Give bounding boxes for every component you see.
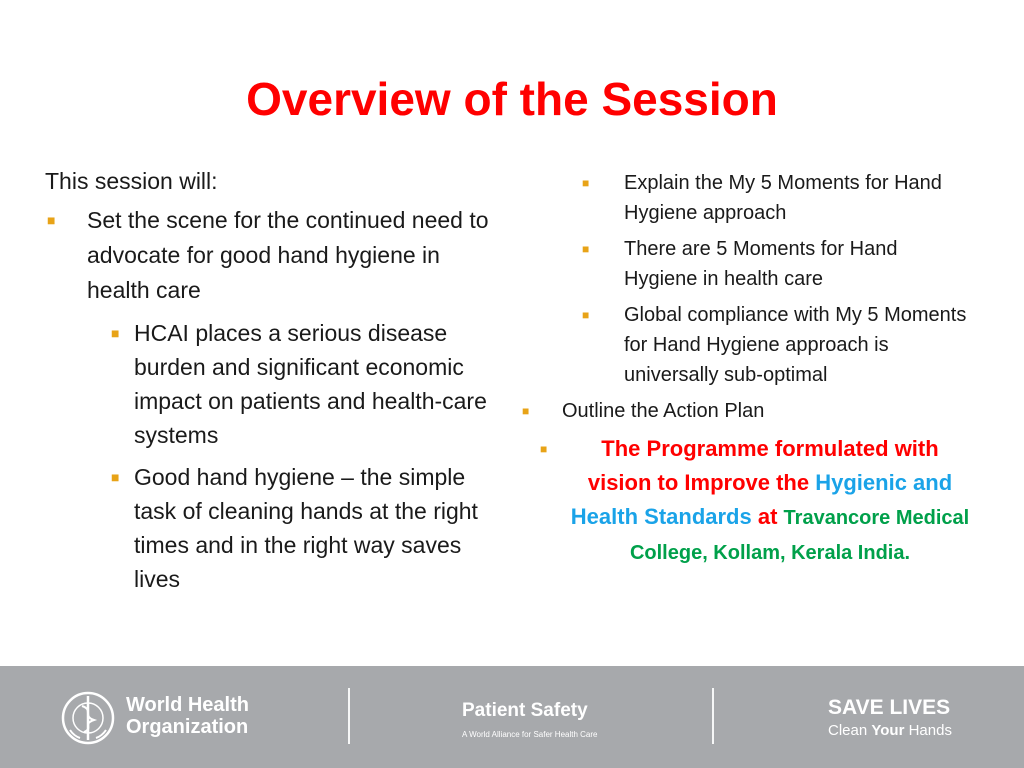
bullet-text: HCAI places a serious disease burden and significant economic impact on patients and health-care systems [134, 320, 487, 448]
your-emphasis: Your [871, 722, 905, 739]
right-column [520, 168, 970, 570]
square-bullet-icon: ■ [111, 325, 120, 341]
square-bullet-icon: ■ [540, 442, 548, 456]
who-emblem-icon [60, 690, 116, 746]
sub-bullet-item [520, 234, 970, 294]
bullet-item [45, 203, 495, 308]
bullet-text: Outline the Action Plan [562, 400, 765, 422]
left-column [45, 168, 495, 604]
square-bullet-icon: ■ [522, 404, 530, 418]
square-bullet-icon: ■ [111, 469, 120, 485]
patient-safety-subtitle: A World Alliance for Safer Health Care [462, 730, 598, 739]
programme-text-green: Travancore Medical College, Kollam, Kerala India. [629, 507, 970, 564]
programme-text-at: at [757, 504, 778, 529]
bullet-text: Set the scene for the continued need to advocate for good hand hygiene in health care [87, 207, 489, 303]
clean-hands-tagline: Clean Your Hands [828, 722, 952, 739]
save-lives-title: SAVE LIVES [828, 696, 951, 719]
bullet-item [520, 396, 970, 426]
programme-statement [520, 432, 970, 570]
patient-safety-title: Patient Safety [462, 700, 588, 721]
sub-bullet-item [45, 460, 495, 596]
divider [712, 688, 714, 744]
square-bullet-icon: ■ [582, 242, 590, 256]
bullet-text: Good hand hygiene – the simple task of cleaning hands at the right times and in the right way saves lives [134, 464, 478, 592]
divider [348, 688, 350, 744]
slide-title: Overview of the Session [246, 73, 778, 125]
who-line2: Organization [126, 716, 249, 738]
footer-bar [0, 666, 1024, 768]
bullet-text: Global compliance with My 5 Moments for Hand Hygiene approach is universally sub-optimal [624, 304, 967, 386]
sub-bullet-item [45, 316, 495, 452]
sub-bullet-item [520, 300, 970, 390]
who-name [126, 694, 249, 738]
programme-text-red: The Programme formulated with vision to Improve the [587, 436, 939, 495]
bullet-text: There are 5 Moments for Hand Hygiene in health care [624, 238, 898, 290]
square-bullet-icon: ■ [582, 308, 590, 322]
who-line1: World Health [126, 694, 249, 716]
bullet-text: Explain the My 5 Moments for Hand Hygiene approach [624, 172, 942, 224]
intro-text: This session will: [45, 168, 218, 194]
square-bullet-icon: ■ [47, 212, 56, 228]
programme-text-blue: Hygienic and Health Standards [570, 470, 953, 529]
sub-bullet-item [520, 168, 970, 228]
square-bullet-icon: ■ [582, 176, 590, 190]
